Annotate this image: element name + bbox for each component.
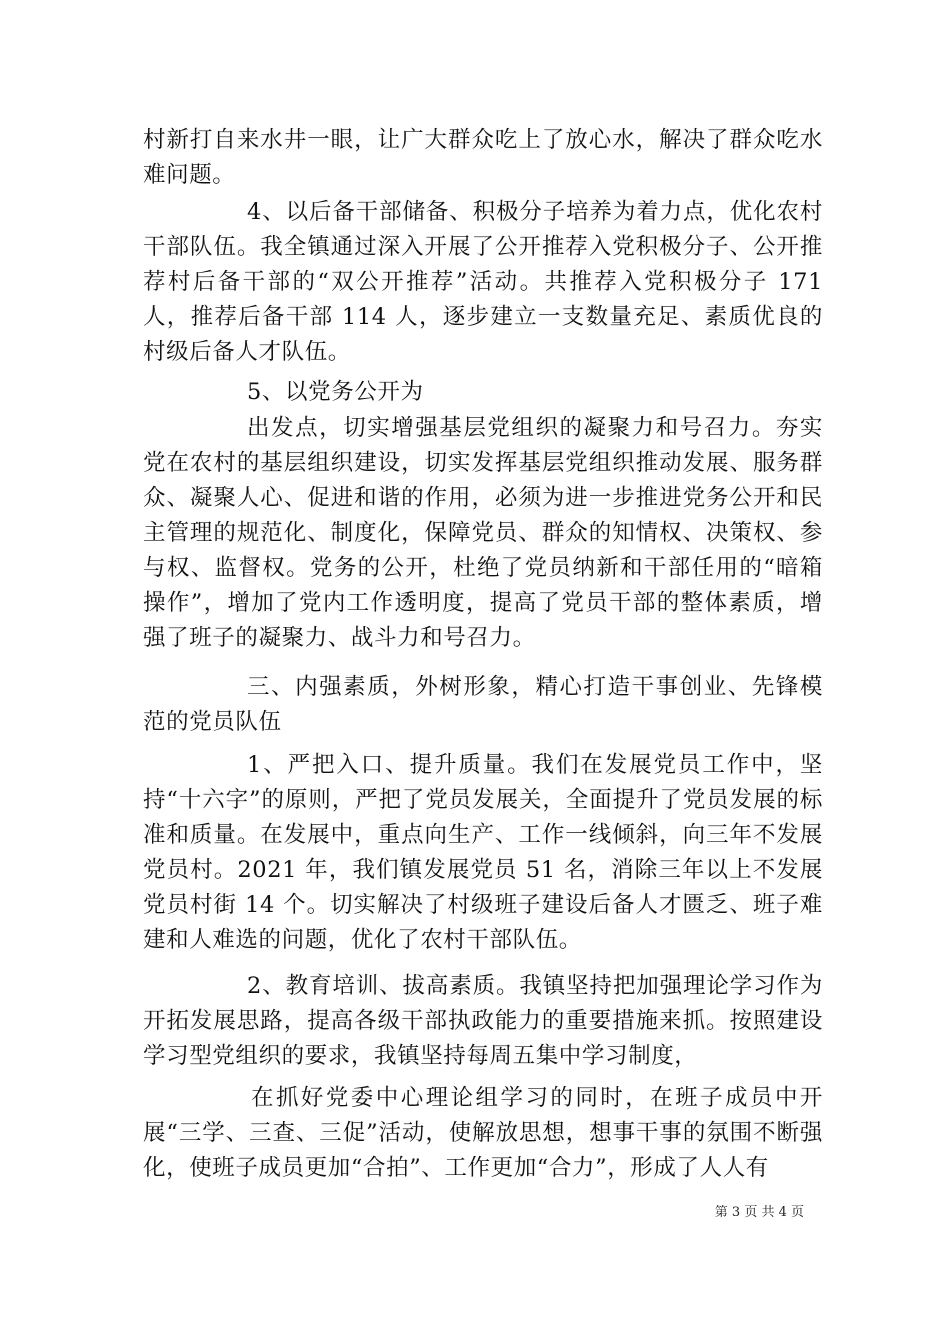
paragraph-party-affairs-openness: 出发点，切实增强基层党组织的凝聚力和号召力。夯实党在农村的基层组织建设，切实发挥基层党组织推动发展、服务群众、凝聚人心、促进和谐的作用，必须为进一步推进党务公开和民主管理的规范化、制度化，保障党员、群众的知情权、决策权、参与权、监督权。党务的公开，杜绝了党员纳新和干部任用的“暗箱操作”，增加了党内工作透明度，提高了党员干部的整体素质，增强了班子的凝聚力、战斗力和号召力。 xyxy=(143,415,823,651)
section-heading-three: 三、内强素质，外树形象，精心打造干事创业、先锋模范的党员队伍 xyxy=(143,674,823,735)
paragraph-study-group: 在抓好党委中心理论组学习的同时，在班子成员中开展“三学、三查、三促”活动，使解放思想，想事干事的氛围不断强化，使班子成员更加“合拍”、工作更加“合力”，形成了人人有 xyxy=(143,1085,823,1181)
paragraph-education-training: 2、教育培训、拔高素质。我镇坚持把加强理论学习作为开拓发展思路，提高各级干部执政能力的重要措施来抓。按照建设学习型党组织的要求，我镇坚持每周五集中学习制度， xyxy=(143,973,823,1069)
page-number: 第 3 页 共 4 页 xyxy=(714,1205,804,1220)
paragraph-water-well: 村新打自来水井一眼，让广大群众吃上了放心水，解决了群众吃水难问题。 xyxy=(143,127,823,188)
paragraph-reserve-cadres: 4、以后备干部储备、积极分子培养为着力点，优化农村干部队伍。我全镇通过深入开展了公开推荐入党积极分子、公开推荐村后备干部的“双公开推荐”活动。共推荐入党积极分子 171 人，推荐后备干部 114 人，逐步建立一支数量充足、素质优良的村级后备人才队伍。 xyxy=(143,199,823,365)
paragraph-party-affairs-heading: 5、以党务公开为 xyxy=(247,379,424,405)
paragraph-strict-entry: 1、严把入口、提升质量。我们在发展党员工作中，坚持“十六字”的原则，严把了党员发展关，全面提升了党员发展的标准和质量。在发展中，重点向生产、工作一线倾斜，向三年不发展党员村。2021 年，我们镇发展党员 51 名，消除三年以上不发展党员村街 14 个。切实解决了村级班子建设后备人才匮乏、班子难建和人难选的问题，优化了农村干部队伍。 xyxy=(143,752,823,953)
